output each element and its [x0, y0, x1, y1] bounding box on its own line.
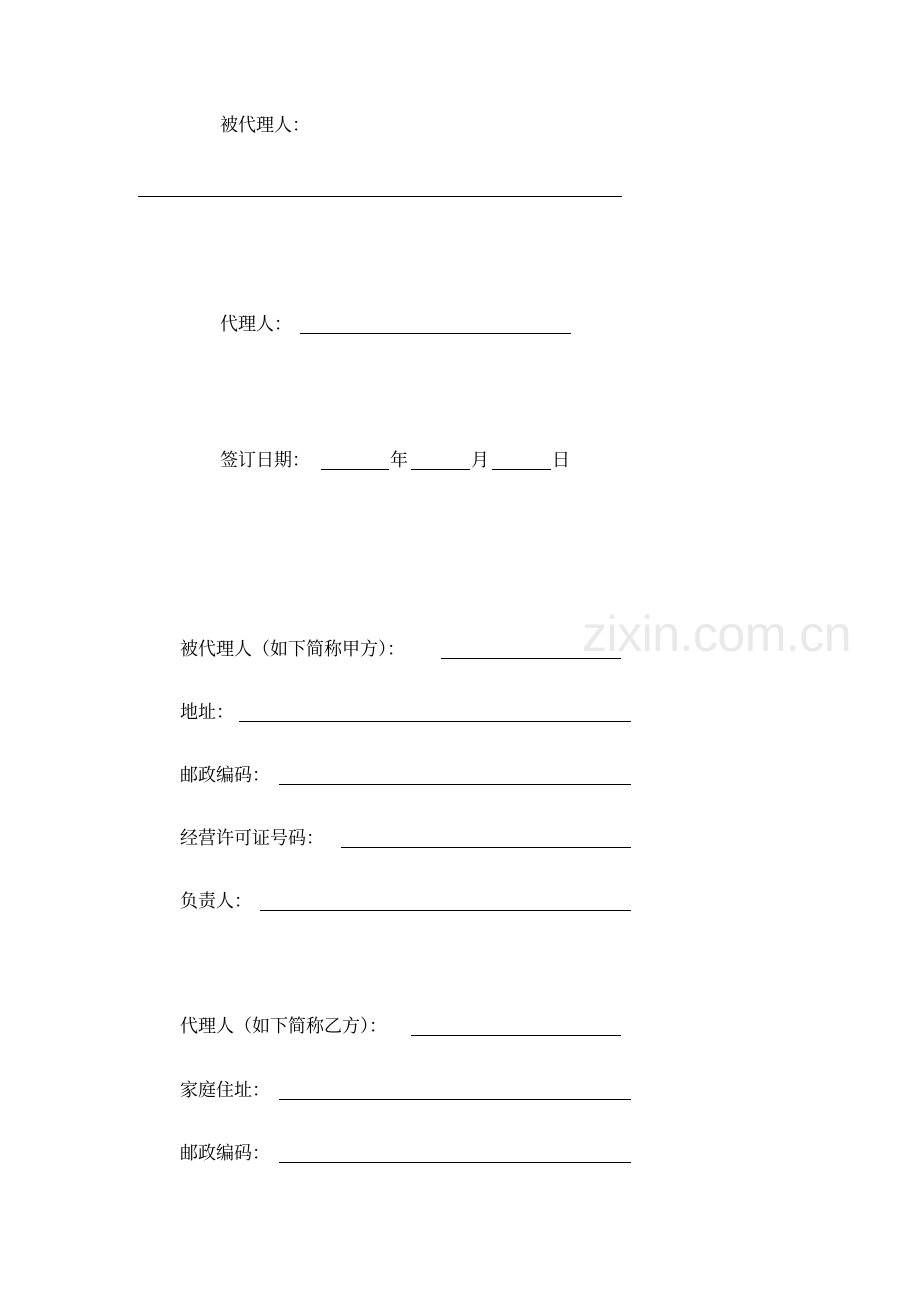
party-b-name-line[interactable]	[411, 1035, 621, 1036]
year-label: 年	[390, 450, 408, 471]
party-b-home-address-line[interactable]	[279, 1099, 631, 1100]
party-b-title: 代理人（如下简称乙方）：	[180, 1016, 387, 1037]
principal-label: 被代理人：	[220, 115, 310, 136]
party-a-postal-label: 邮政编码：	[180, 765, 270, 786]
year-blank[interactable]	[321, 469, 389, 470]
party-a-address-label: 地址：	[180, 702, 234, 723]
day-label: 日	[552, 450, 570, 471]
party-b-postal-label: 邮政编码：	[180, 1143, 270, 1164]
sign-date-label: 签订日期：	[220, 450, 310, 471]
watermark: zixin.com.cn	[582, 606, 852, 662]
party-a-title: 被代理人（如下简称甲方）：	[180, 639, 405, 660]
party-b-postal-line[interactable]	[279, 1162, 631, 1163]
month-blank[interactable]	[411, 469, 470, 470]
party-a-postal-line[interactable]	[279, 784, 631, 785]
party-a-address-line[interactable]	[239, 721, 631, 722]
party-a-license-line[interactable]	[341, 847, 631, 848]
party-a-responsible-label: 负责人：	[180, 891, 252, 912]
agent-signature-line[interactable]	[300, 333, 571, 334]
day-blank[interactable]	[492, 469, 551, 470]
principal-signature-line[interactable]	[138, 196, 622, 197]
party-a-responsible-line[interactable]	[260, 910, 631, 911]
month-label: 月	[471, 450, 489, 471]
party-a-license-label: 经营许可证号码：	[180, 828, 324, 849]
agent-label: 代理人：	[220, 314, 292, 335]
party-a-name-line[interactable]	[441, 658, 621, 659]
party-b-home-address-label: 家庭住址：	[180, 1080, 270, 1101]
